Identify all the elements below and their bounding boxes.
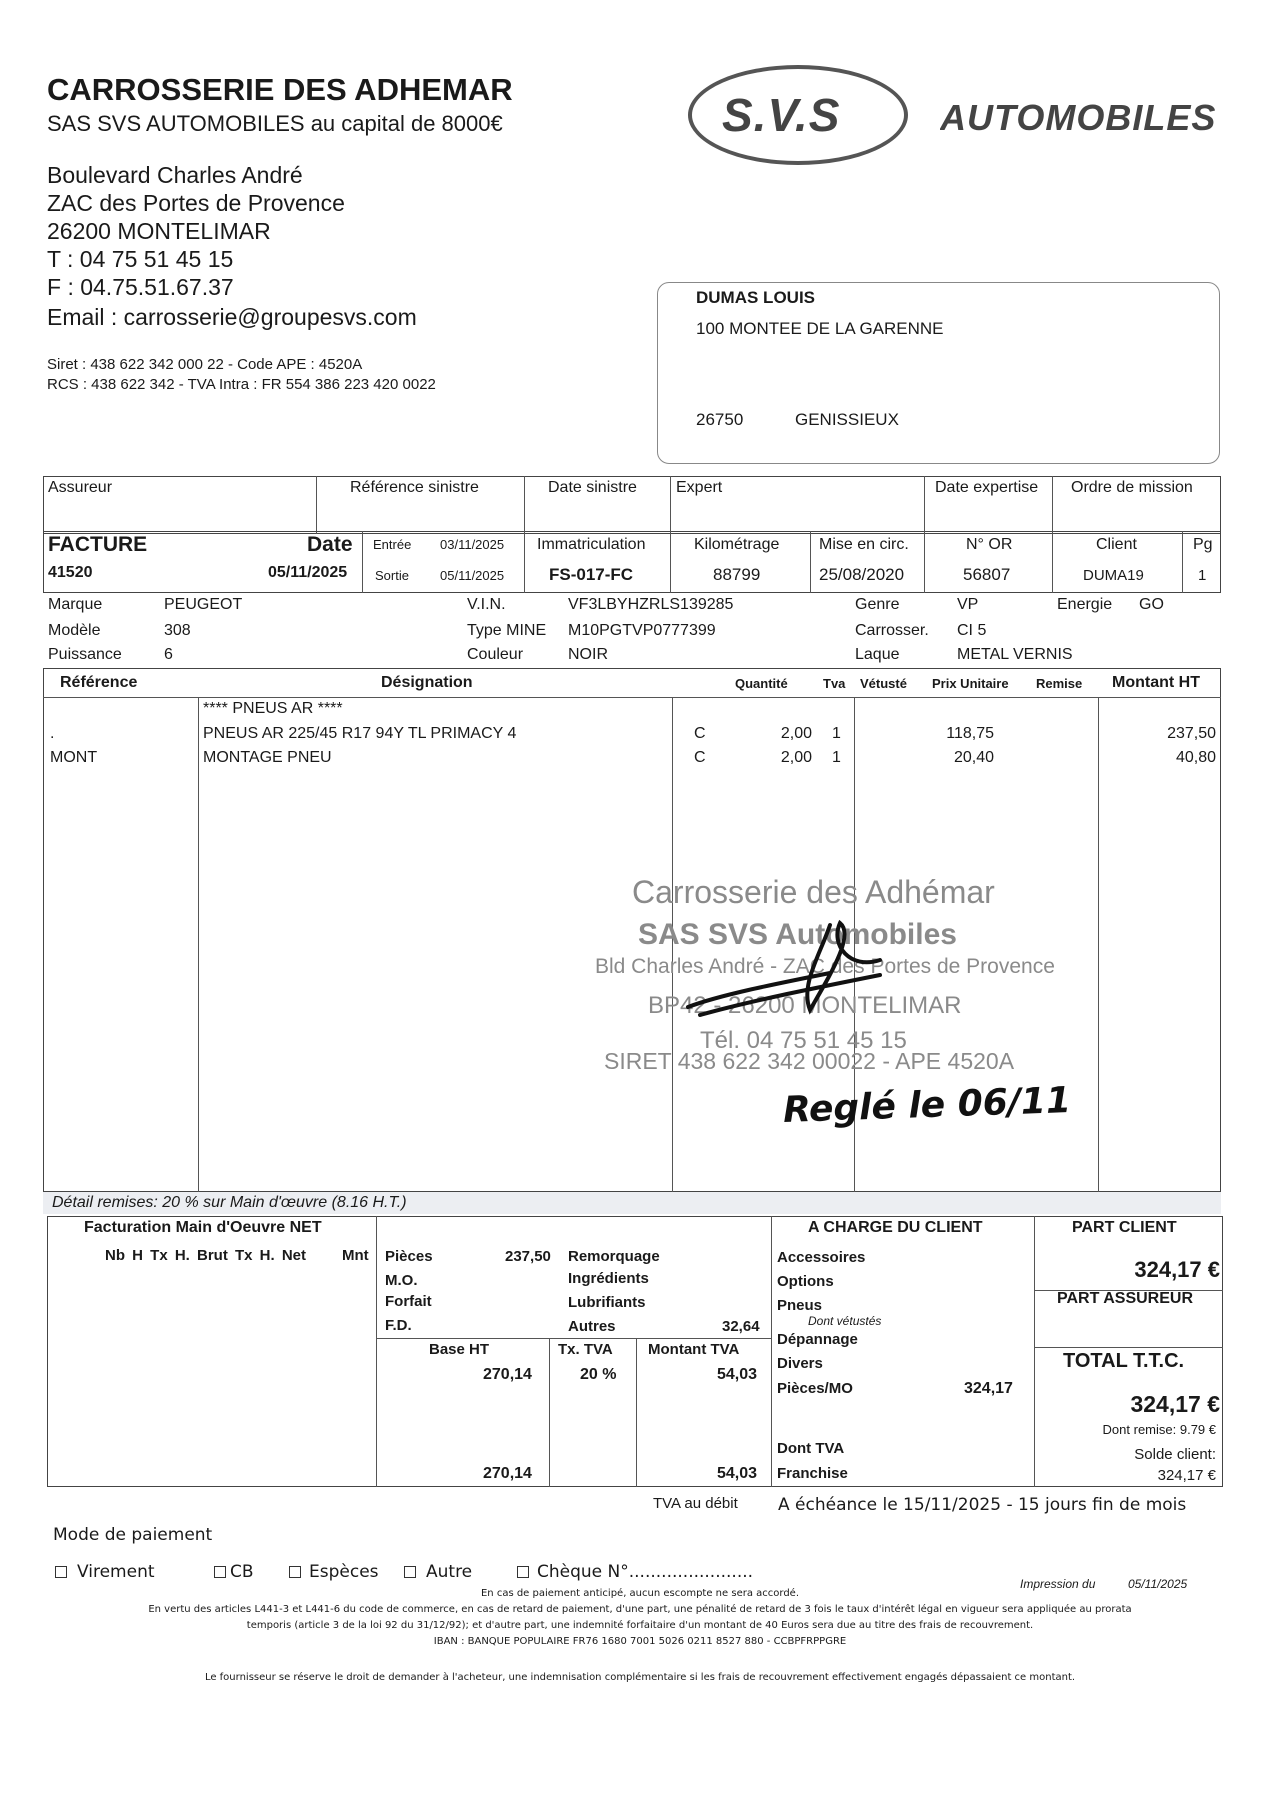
label-mise-en-circ: Mise en circ. bbox=[819, 536, 909, 553]
vehicle-puissance: 6 bbox=[164, 646, 173, 663]
company-email: Email : carrosserie@groupesvs.com bbox=[47, 304, 417, 330]
label-divers: Divers bbox=[777, 1355, 823, 1372]
svs-logo-word-clip bbox=[940, 97, 1246, 143]
vehicle-carrosserie: CI 5 bbox=[957, 622, 987, 639]
base-ht-value: 270,14 bbox=[483, 1366, 532, 1383]
line-unit-price: 118,75 bbox=[946, 725, 994, 742]
company-fax: F : 04.75.51.67.37 bbox=[47, 274, 234, 300]
label-base-ht: Base HT bbox=[429, 1341, 490, 1358]
label-reference-sinistre: Référence sinistre bbox=[350, 479, 479, 496]
kilometrage-value: 88799 bbox=[713, 565, 761, 584]
cb-checkbox[interactable] bbox=[214, 1566, 226, 1578]
label-date: Date bbox=[307, 533, 353, 556]
vehicle-vin: VF3LBYHZRLS139285 bbox=[568, 596, 734, 613]
label-montant-tva: Montant TVA bbox=[648, 1341, 740, 1358]
solde-client-value: 324,17 € bbox=[1157, 1467, 1216, 1484]
stamp-line3: Bld Charles André - ZAC des Portes de Provence bbox=[595, 955, 1055, 978]
especes-checkbox[interactable] bbox=[289, 1566, 301, 1578]
page-number: 1 bbox=[1198, 567, 1207, 584]
tx-tva-value: 20 % bbox=[580, 1366, 617, 1383]
label-expert: Expert bbox=[676, 479, 723, 496]
line-amount: 40,80 bbox=[1175, 749, 1216, 766]
label-type-mine: Type MINE bbox=[467, 622, 547, 639]
labor-title: Facturation Main d'Oeuvre NET bbox=[84, 1219, 322, 1236]
cheque-checkbox[interactable] bbox=[517, 1566, 529, 1578]
label-n-or: N° OR bbox=[966, 536, 1013, 553]
line-designation: MONTAGE PNEU bbox=[203, 749, 332, 766]
col-tva: Tva bbox=[823, 676, 846, 691]
svs-logo-word: AUTOMOBILES bbox=[940, 97, 1217, 138]
company-address-line1: Boulevard Charles André bbox=[47, 162, 303, 188]
col-reference: Référence bbox=[60, 674, 138, 691]
label-dont-tva: Dont TVA bbox=[777, 1440, 845, 1457]
company-address-line2: ZAC des Portes de Provence bbox=[47, 190, 345, 216]
labor-mnt: Mnt bbox=[342, 1247, 369, 1264]
n-or-value: 56807 bbox=[963, 565, 1011, 584]
tva-au-debit: TVA au débit bbox=[653, 1495, 738, 1512]
label-couleur: Couleur bbox=[467, 646, 524, 663]
col-montant-ht: Montant HT bbox=[1112, 674, 1200, 691]
label-forfait: Forfait bbox=[385, 1293, 432, 1310]
label-mo: M.O. bbox=[385, 1272, 418, 1289]
label-dont-vetustes: Dont vétustés bbox=[808, 1314, 882, 1328]
legal-line1: En vertu des articles L441-3 et L441-6 du code de commerce, en cas de retard de paiement, d'une part, une pénalité de retard de 3 fois le taux d'intérêt légal en vigueur sera appliquée au prorata bbox=[148, 1604, 1132, 1615]
label-depannage: Dépannage bbox=[777, 1331, 858, 1348]
label-modele: Modèle bbox=[48, 622, 101, 639]
label-marque: Marque bbox=[48, 596, 103, 613]
company-legal: SAS SVS AUTOMOBILES au capital de 8000€ bbox=[47, 111, 503, 136]
handwritten-paid-note: Reglé le 06/11 bbox=[782, 1079, 1072, 1132]
col-quantite: Quantité bbox=[735, 676, 788, 691]
line-designation: **** PNEUS AR **** bbox=[203, 700, 343, 717]
label-kilometrage: Kilométrage bbox=[694, 536, 780, 553]
label-energie: Energie bbox=[1057, 596, 1113, 613]
line-designation: PNEUS AR 225/45 R17 94Y TL PRIMACY 4 bbox=[203, 725, 517, 742]
vehicle-laque: METAL VERNIS bbox=[957, 646, 1073, 663]
label-genre: Genre bbox=[855, 596, 900, 613]
vehicle-genre: VP bbox=[957, 596, 979, 613]
label-pieces: Pièces bbox=[385, 1248, 433, 1265]
label-fd: F.D. bbox=[385, 1317, 412, 1334]
label-immatriculation: Immatriculation bbox=[537, 536, 646, 553]
stamp-line4: BP42 - 26200 MONTELIMAR bbox=[648, 992, 962, 1019]
vehicle-marque: PEUGEOT bbox=[164, 596, 243, 613]
label-autres: Autres bbox=[568, 1318, 616, 1335]
escompte-notice: En cas de paiement anticipé, aucun escompte ne sera accordé. bbox=[480, 1588, 799, 1599]
label-franchise: Franchise bbox=[777, 1465, 848, 1482]
label-solde-client: Solde client: bbox=[1134, 1446, 1216, 1463]
col-designation: Désignation bbox=[381, 674, 473, 691]
virement-checkbox[interactable] bbox=[55, 1566, 67, 1578]
pieces-mo-value: 324,17 bbox=[964, 1380, 1013, 1397]
label-entree: Entrée bbox=[373, 537, 412, 552]
label-sortie: Sortie bbox=[375, 568, 409, 583]
col-remise: Remise bbox=[1036, 676, 1083, 691]
line-ref: . bbox=[50, 725, 55, 742]
remises-detail: Détail remises: 20 % sur Main d'œuvre (8.16 H.T.) bbox=[52, 1194, 407, 1211]
client-street: 100 MONTEE DE LA GARENNE bbox=[696, 319, 944, 338]
option-virement[interactable]: Virement bbox=[55, 1562, 155, 1582]
company-name: CARROSSERIE DES ADHEMAR bbox=[47, 72, 513, 107]
label-facture: FACTURE bbox=[48, 533, 148, 556]
line-amount: 237,50 bbox=[1167, 725, 1216, 742]
client-name: DUMAS LOUIS bbox=[696, 288, 815, 307]
svs-logo-mark: S.V.S bbox=[722, 89, 841, 141]
line-unit-price: 20,40 bbox=[953, 749, 994, 766]
client-city: GENISSIEUX bbox=[795, 410, 899, 429]
reserve-line: Le fournisseur se réserve le droit de demander à l'acheteur, une indemnisation complémentaire si les frais de recouvrement effectivement engagés dépassaient ce montant. bbox=[204, 1672, 1076, 1683]
stamp-line5: Tél. 04 75 51 45 15 bbox=[700, 1027, 907, 1054]
label-assureur: Assureur bbox=[48, 479, 113, 496]
legal-line2: temporis (article 3 de la loi 92 du 31/12/92); et d'autre part, une indemnité forfaitaire d'un montant de 40 Euros sera due au titre des frais de recouvrement. bbox=[246, 1620, 1034, 1631]
echeance: A échéance le 15/11/2025 - 15 jours fin de mois bbox=[778, 1495, 1187, 1515]
label-pieces-mo: Pièces/MO bbox=[777, 1380, 853, 1397]
line-tva: 1 bbox=[832, 725, 841, 742]
montant-tva-total: 54,03 bbox=[717, 1465, 758, 1482]
dont-remise: Dont remise: 9.79 € bbox=[1102, 1422, 1216, 1437]
label-laque: Laque bbox=[855, 646, 900, 663]
immatriculation-value: FS-017-FC bbox=[549, 565, 634, 584]
label-lubrifiants: Lubrifiants bbox=[568, 1294, 646, 1311]
vehicle-modele: 308 bbox=[164, 622, 191, 639]
montant-tva-value: 54,03 bbox=[717, 1366, 758, 1383]
total-ttc-value: 324,17 € bbox=[1130, 1391, 1220, 1417]
label-pg: Pg bbox=[1193, 536, 1213, 553]
label-accessoires: Accessoires bbox=[777, 1249, 866, 1266]
line-c: C bbox=[694, 725, 706, 742]
autre-checkbox[interactable] bbox=[404, 1566, 416, 1578]
labor-columns: Nb H Tx H. Brut Tx H. Net bbox=[105, 1247, 307, 1264]
line-quantity: 2,00 bbox=[780, 725, 812, 742]
label-client: Client bbox=[1096, 536, 1137, 553]
col-vetuste: Vétusté bbox=[860, 676, 907, 691]
label-options: Options bbox=[777, 1273, 834, 1290]
vehicle-energie: GO bbox=[1139, 596, 1164, 613]
col-prix-unitaire: Prix Unitaire bbox=[932, 676, 1009, 691]
line-quantity: 2,00 bbox=[780, 749, 812, 766]
iban-line: IBAN : BANQUE POPULAIRE FR76 1680 7001 5026 0211 8527 880 - CCBPFRPPGRE bbox=[433, 1636, 847, 1647]
label-pneus: Pneus bbox=[777, 1297, 823, 1314]
base-ht-total: 270,14 bbox=[483, 1465, 532, 1482]
client-zip: 26750 bbox=[696, 410, 744, 429]
option-especes[interactable]: Espèces bbox=[289, 1562, 379, 1582]
stamp-line1: Carrosserie des Adhémar bbox=[632, 874, 995, 910]
label-date-sinistre: Date sinistre bbox=[548, 479, 637, 496]
line-tva: 1 bbox=[832, 749, 841, 766]
signature bbox=[680, 915, 920, 1035]
vehicle-couleur: NOIR bbox=[568, 646, 608, 663]
line-ref: MONT bbox=[50, 749, 98, 766]
line-c: C bbox=[694, 749, 706, 766]
label-ordre-mission: Ordre de mission bbox=[1071, 479, 1193, 496]
label-puissance: Puissance bbox=[48, 646, 122, 663]
label-total-ttc: TOTAL T.T.C. bbox=[1063, 1350, 1185, 1372]
option-autre[interactable]: Autre bbox=[404, 1562, 472, 1582]
entree-date: 03/11/2025 bbox=[440, 537, 505, 552]
client-charge-title: A CHARGE DU CLIENT bbox=[808, 1219, 983, 1236]
stamp-line6: SIRET 438 622 342 00022 - APE 4520A bbox=[604, 1048, 1015, 1074]
client-address-box bbox=[657, 282, 1220, 464]
label-date-expertise: Date expertise bbox=[935, 479, 1039, 496]
label-remorquage: Remorquage bbox=[568, 1248, 660, 1265]
label-vin: V.I.N. bbox=[467, 596, 506, 613]
impression-date: 05/11/2025 bbox=[1128, 1577, 1188, 1591]
label-mode-paiement: Mode de paiement bbox=[53, 1525, 213, 1545]
stamp-line2: SAS SVS Automobiles bbox=[638, 918, 957, 951]
label-tx-tva: Tx. TVA bbox=[558, 1341, 613, 1358]
pieces-value: 237,50 bbox=[505, 1248, 551, 1265]
label-part-assureur: PART ASSUREUR bbox=[1057, 1290, 1194, 1307]
company-address-line3: 26200 MONTELIMAR bbox=[47, 218, 271, 244]
vehicle-type-mine: M10PGTVP0777399 bbox=[568, 622, 716, 639]
label-part-client: PART CLIENT bbox=[1072, 1219, 1177, 1236]
option-cb[interactable]: CB bbox=[214, 1562, 254, 1582]
option-cheque[interactable]: Chèque N°....................... bbox=[517, 1562, 753, 1582]
label-ingredients: Ingrédients bbox=[568, 1270, 649, 1287]
autres-value: 32,64 bbox=[722, 1318, 760, 1335]
client-code: DUMA19 bbox=[1083, 567, 1144, 584]
invoice-number: 41520 bbox=[48, 564, 93, 581]
part-client-value: 324,17 € bbox=[1134, 1257, 1220, 1282]
company-phone: T : 04 75 51 45 15 bbox=[47, 246, 234, 272]
label-carrosserie: Carrosser. bbox=[855, 622, 929, 639]
company-rcs: RCS : 438 622 342 - TVA Intra : FR 554 386 223 420 0022 bbox=[47, 376, 436, 393]
label-impression: Impression du bbox=[1020, 1577, 1096, 1591]
company-siret: Siret : 438 622 342 000 22 - Code APE : 4520A bbox=[47, 356, 363, 373]
sortie-date: 05/11/2025 bbox=[440, 568, 505, 583]
mise-en-circ-value: 25/08/2020 bbox=[819, 565, 905, 584]
invoice-date: 05/11/2025 bbox=[268, 564, 348, 581]
